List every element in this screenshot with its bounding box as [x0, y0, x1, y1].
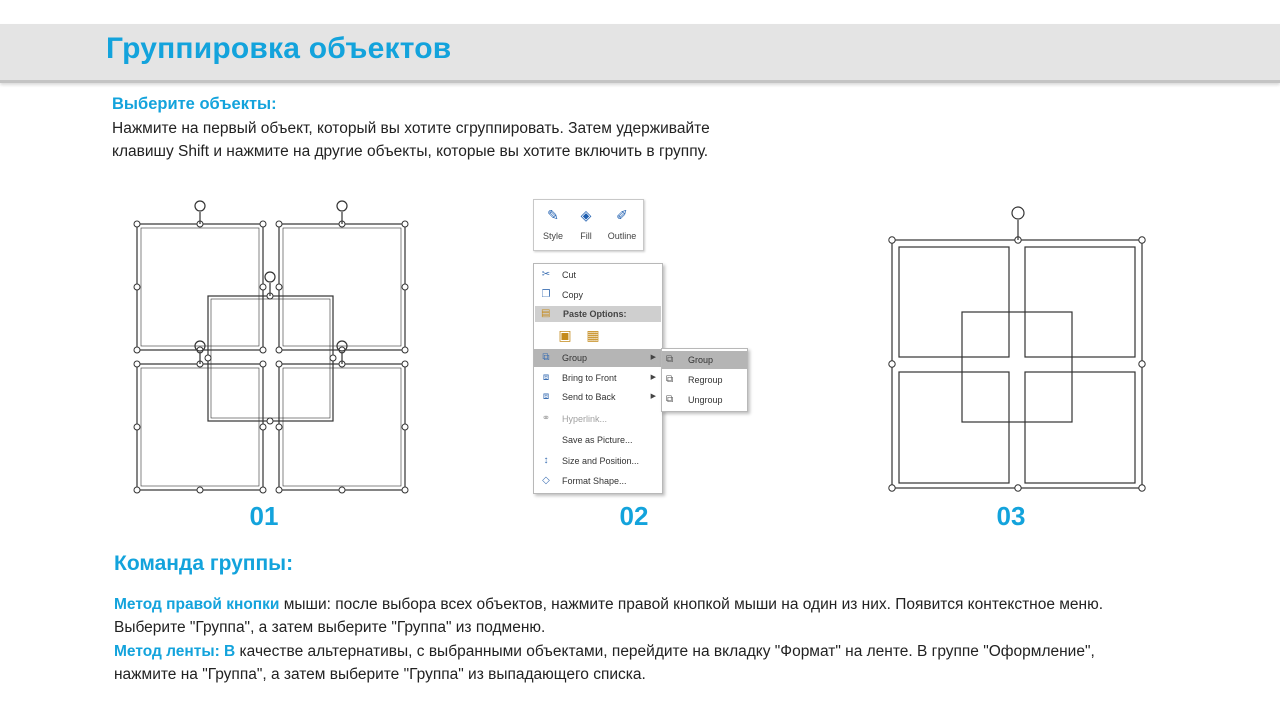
step3-handles [889, 237, 1145, 491]
step-number-3: 03 [996, 501, 1026, 531]
copy-icon: ❐ [541, 289, 551, 300]
regroup-icon: ⧉ [666, 374, 674, 385]
ribbon-method-text: качестве альтернативы, с выбранными объектами, перейдите на вкладку "Формат" на ленте. В группе "Оформление", нажмите на "Группа", а затем выберите "Группа" из выпадающего списка. [114, 643, 1095, 683]
step3-group[interactable] [892, 240, 1142, 488]
paste-options-header: ▤ Paste Options: [535, 306, 661, 322]
group-icon: ⧉ [666, 354, 674, 365]
outline-label: Outline [607, 231, 637, 241]
paste-options-row [556, 326, 612, 348]
step-number-2: 02 [619, 501, 649, 531]
menu-item-bring-to-front[interactable]: ⧈ Bring to Front ▶ [534, 369, 662, 387]
menu-item-format-shape[interactable]: ◇ Format Shape... [534, 472, 662, 490]
submenu-arrow-icon: ▶ [650, 374, 656, 381]
right-click-method-paragraph [114, 593, 1114, 639]
submenu-arrow-icon: ▶ [650, 393, 656, 400]
scissors-icon: ✂ [541, 269, 551, 280]
right-click-method-label: Метод правой кнопки [114, 596, 280, 613]
step1-rotate-icons [195, 201, 347, 364]
send-to-back-icon: ⧈ [542, 391, 550, 402]
right-click-method-text: мыши: после выбора всех объектов, нажмите правой кнопкой мыши на один из них. Появится контекстное меню. Выберите "Группа", а затем выберите "Группа" из подменю. [114, 596, 1104, 636]
menu-item-save-as-picture[interactable]: Save as Picture... [562, 435, 633, 445]
step3-rotate-icon [1012, 207, 1024, 240]
pen-outline-icon: ✐ [616, 207, 628, 223]
group-icon: ⧉ [542, 352, 550, 363]
style-button[interactable] [537, 204, 569, 241]
menu-item-send-to-back[interactable]: ⧈ Send to Back ▶ [534, 388, 662, 406]
size-position-icon: ↕ [543, 455, 549, 466]
page-title: Группировка объектов [106, 32, 452, 65]
format-shape-icon: ◇ [542, 475, 550, 486]
style-label: Style [542, 231, 563, 241]
mini-toolbar [533, 199, 644, 251]
submenu-item-regroup[interactable]: ⧉ Regroup [662, 371, 747, 389]
submenu-item-group[interactable]: ⧉ Group [662, 351, 747, 369]
ungroup-icon: ⧉ [666, 394, 674, 405]
select-objects-text: Нажмите на первый объект, который вы хотите сгруппировать. Затем удерживайте клавишу Shift и нажмите на другие объекты, которые вы хотите включить в группу. [112, 120, 710, 160]
menu-item-size-position[interactable]: ↕ Size and Position... [534, 452, 662, 470]
step1-shapes[interactable] [137, 224, 405, 490]
group-submenu [661, 348, 748, 412]
title-bar [0, 24, 1280, 83]
clipboard-icon: ▤ [541, 308, 551, 319]
group-command-heading: Команда группы: [114, 552, 294, 575]
submenu-arrow-icon: ▶ [650, 354, 656, 361]
paste-keep-formatting-icon[interactable]: ▣ [558, 327, 572, 343]
step1-handles [134, 221, 408, 493]
bring-to-front-icon: ⧈ [542, 372, 550, 383]
menu-item-hyperlink[interactable]: ⚭ Hyperlink... [534, 410, 662, 428]
paint-bucket-icon: ◈ [580, 207, 592, 223]
link-icon: ⚭ [541, 413, 551, 424]
ribbon-method-paragraph [114, 640, 1114, 686]
shape-style-icon: ✎ [547, 207, 559, 223]
context-menu [533, 263, 663, 494]
menu-item-cut[interactable]: ✂ Cut [534, 266, 662, 284]
fill-label: Fill [580, 231, 592, 241]
submenu-item-ungroup[interactable]: ⧉ Ungroup [662, 391, 747, 409]
select-objects-heading: Выберите объекты: [112, 95, 277, 113]
paste-picture-icon[interactable]: ▦ [586, 327, 600, 343]
ribbon-method-label: Метод ленты: В [114, 643, 236, 660]
fill-button[interactable] [570, 204, 602, 241]
menu-item-copy[interactable]: ❐ Copy [534, 286, 662, 304]
outline-button[interactable] [606, 204, 638, 241]
menu-item-group[interactable]: ⧉ Group ▶ [534, 349, 662, 367]
step-number-1: 01 [249, 501, 279, 531]
